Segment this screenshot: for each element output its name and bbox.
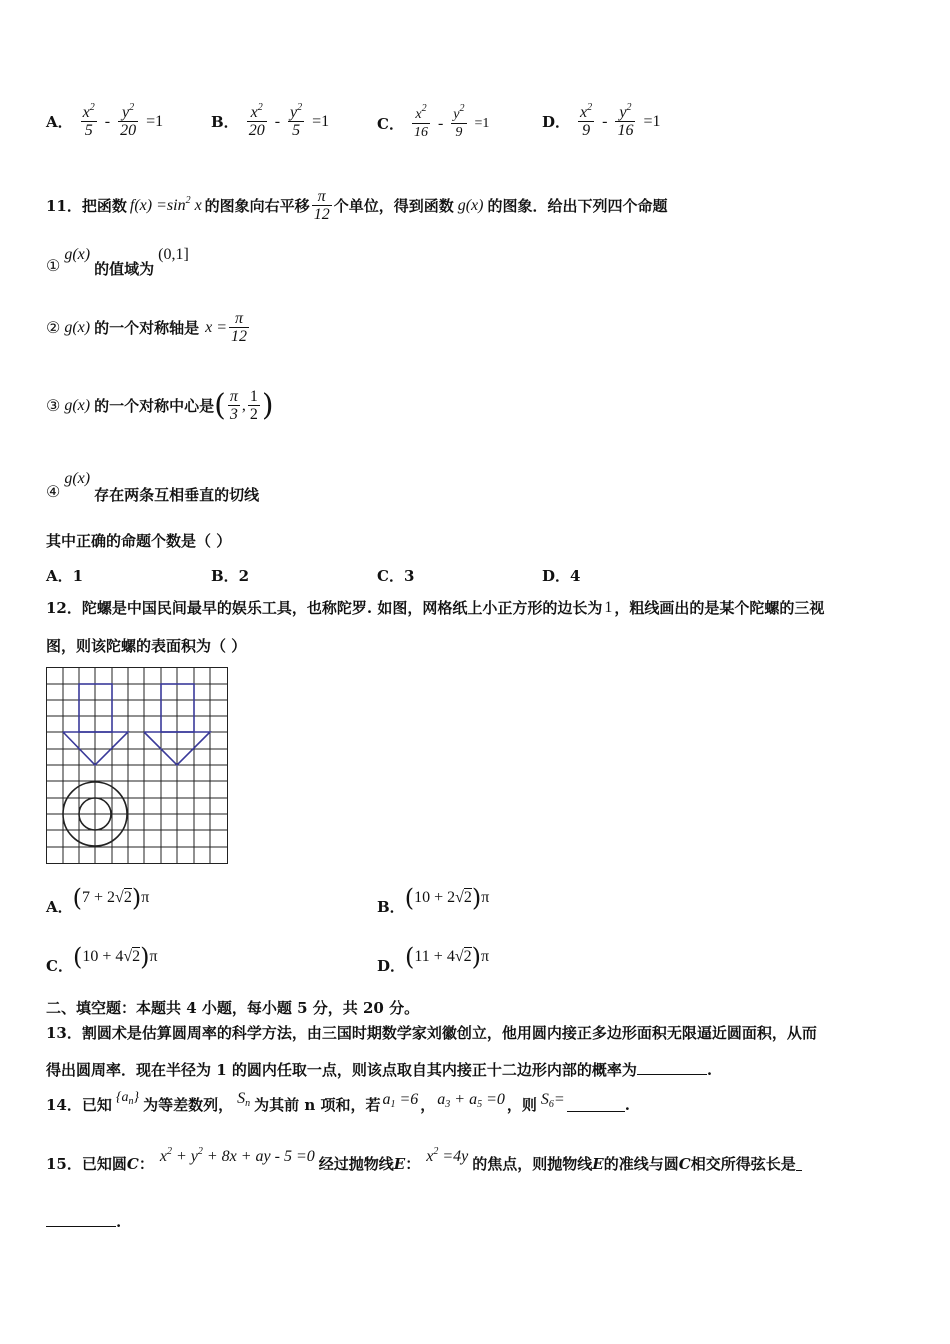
q12-stem-line1: 12．陀螺是中国民间最早的娱乐工具，也称陀罗. 如图，网格纸上小正方形的边长为 1 ，粗线画出的是某个陀螺的三视	[46, 598, 825, 617]
q10-option-c: C． $\frac{x^2}{16}$ - $\frac{y^2}{9}$ =1	[377, 103, 490, 140]
option-label: A．	[46, 113, 73, 131]
q11-option-a: A．1	[46, 567, 84, 585]
q11-stem: 11． 把函数 $f(x) =\sin^2$ x 的图象向右平移 $\frac{\pi}{12}$ 个单位，得到函数 g(x) 的图象．给出下列四个命题	[46, 188, 668, 223]
q13-line2: 得出圆周率．现在半径为 1 的圆内任取一点，则该点取自其内接正十二边形内部的概率为 .	[46, 1061, 713, 1079]
q11-option-c: C．3	[377, 567, 415, 585]
q11-question: 其中正确的命题个数是（ ）	[46, 532, 232, 550]
q10-option-a: A． $\frac{x^2}{5}$ - $\frac{y^2}{20}$ =1	[46, 102, 164, 139]
q13-line1: 13．割圆术是估算圆周率的科学方法，由三国时期数学家刘徽创立，他用圆内接正多边形面积无限逼近圆面积，从而	[46, 1024, 817, 1042]
q10-option-d: D． $\frac{x^2}{9}$ - $\frac{y^2}{16}$ =1	[542, 102, 661, 139]
q11-proposition-2: ② g(x) 的一个对称轴是 x = $\frac{\pi}{12}$	[46, 310, 248, 345]
answer-blank[interactable]	[637, 1060, 707, 1075]
q12-option-a: A． ( 7 + 2 √2 ) π	[46, 883, 150, 916]
grid-lines	[46, 667, 228, 864]
q14-stem: 14．已知 $\{a_n\}$ 为等差数列， $S_n$ 为其前 n 项和，若 $a_1 =6$ ， $a_3 + a_5 =0$ ，则 $S_6=$ .	[46, 1089, 630, 1114]
section-heading-fill-in: 二、填空题：本题共 4 小题，每小题 5 分，共 20 分。	[46, 999, 420, 1017]
q11-option-b: B．2	[211, 567, 250, 585]
q11-proposition-3: ③ g(x) 的一个对称中心是 ( $\frac{\pi}{3}$ , $\frac{1}{2}$ )	[46, 387, 274, 423]
q12-stem-line2: 图，则该陀螺的表面积为（ ）	[46, 637, 247, 655]
q15-blank-line: .	[46, 1212, 121, 1231]
answer-blank[interactable]	[567, 1097, 625, 1112]
q12-option-c: C． ( 10 + 4 √2 ) π	[46, 942, 158, 975]
q11-proposition-4: ④ g(x) 存在两条互相垂直的切线	[46, 470, 260, 504]
q11-option-d: D．4	[542, 567, 581, 585]
q15-stem: 15．已知圆 C ： $x^2 + y^2 + 8x$ + ay - 5 =0 经过抛物线 E ： $x^2 =4y$ 的焦点，则抛物线 E 的准线与圆 C 相交所得弦长是	[46, 1153, 802, 1174]
q12-option-d: D． ( 11 + 4 √2 ) π	[377, 942, 490, 975]
q10-option-b: B． $\frac{x^2}{20}$ - $\frac{y^2}{5}$ =1	[211, 102, 330, 139]
q12-option-b: B． ( 10 + 2 √2 ) π	[377, 883, 490, 916]
answer-blank-start[interactable]	[796, 1156, 802, 1171]
q11-proposition-1: ① g(x) 的值域为 (0,1]	[46, 246, 189, 278]
answer-blank[interactable]	[46, 1212, 116, 1227]
gyroscope-three-view-figure	[46, 667, 228, 864]
